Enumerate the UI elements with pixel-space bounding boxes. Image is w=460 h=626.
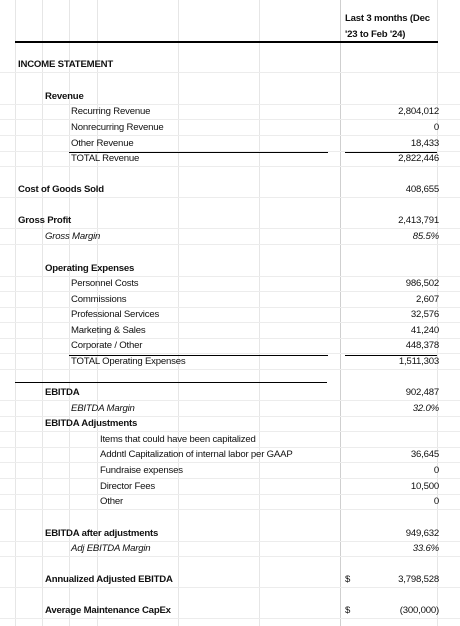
row-value: 2,607: [415, 294, 439, 305]
statement-row: [0, 323, 460, 339]
row-value: 448,378: [405, 340, 439, 351]
statement-row: [0, 432, 460, 448]
statement-row: [0, 541, 460, 557]
header-rule: [15, 41, 438, 43]
statement-row: [0, 276, 460, 292]
row-label: Director Fees: [100, 481, 155, 492]
row-value: 2,822,446: [398, 153, 439, 164]
statement-row: [0, 447, 460, 463]
statement-row: [0, 401, 460, 417]
row-label: Items that could have been capitalized: [100, 434, 256, 445]
row-value: 10,500: [410, 481, 439, 492]
row-value: 36,645: [410, 449, 439, 460]
row-value: 85.5%: [412, 231, 439, 242]
statement-row: [0, 416, 460, 432]
row-value: 3,798,528: [398, 574, 439, 585]
period-header-line2: '23 to Feb '24): [345, 29, 406, 40]
row-value: 0: [433, 465, 439, 476]
statement-row: [0, 136, 460, 152]
row-value: 2,804,012: [398, 106, 439, 117]
row-value: 41,240: [410, 325, 439, 336]
row-value: 902,487: [405, 387, 439, 398]
period-header-line1: Last 3 months (Dec: [345, 13, 430, 24]
row-value: 949,632: [405, 528, 439, 539]
row-label: Gross Profit: [18, 215, 72, 226]
row-value: 0: [433, 122, 439, 133]
row-label: TOTAL Operating Expenses: [71, 356, 186, 367]
row-label: Fundraise expenses: [100, 465, 183, 476]
row-label: Professional Services: [71, 309, 160, 320]
row-label: Other Revenue: [71, 138, 134, 149]
statement-row: [0, 182, 460, 198]
row-value: 1,511,303: [398, 356, 439, 367]
row-value: 0: [433, 496, 439, 507]
statement-row: [0, 385, 460, 401]
row-label: Operating Expenses: [45, 263, 135, 274]
row-label: Nonrecurring Revenue: [71, 122, 164, 133]
row-label: INCOME STATEMENT: [18, 59, 114, 70]
row-label: Corporate / Other: [71, 340, 143, 351]
statement-row: [0, 120, 460, 136]
statement-row: [0, 603, 460, 619]
statement-row: [0, 213, 460, 229]
row-label: Addntl Capitalization of internal labor per GAAP: [100, 449, 293, 460]
row-label: Adj EBITDA Margin: [71, 543, 151, 554]
row-value: 2,413,791: [398, 215, 439, 226]
row-label: EBITDA: [45, 387, 80, 398]
row-label: EBITDA Adjustments: [45, 418, 138, 429]
statement-row: [0, 292, 460, 308]
statement-row: [0, 57, 460, 73]
row-value: 32,576: [410, 309, 439, 320]
statement-row: [0, 354, 460, 370]
row-label: Gross Margin: [45, 231, 101, 242]
currency-symbol: $: [345, 574, 351, 585]
statement-row: [0, 307, 460, 323]
row-label: Personnel Costs: [71, 278, 139, 289]
row-label: Recurring Revenue: [71, 106, 151, 117]
statement-row: [0, 463, 460, 479]
row-label: EBITDA after adjustments: [45, 528, 159, 539]
currency-symbol: $: [345, 605, 351, 616]
statement-row: [0, 151, 460, 167]
statement-row: [0, 526, 460, 542]
statement-row: [0, 89, 460, 105]
statement-row: [0, 338, 460, 354]
row-label: Marketing & Sales: [71, 325, 146, 336]
row-value: 408,655: [405, 184, 439, 195]
row-label: Cost of Goods Sold: [18, 184, 104, 195]
statement-row: [0, 261, 460, 277]
statement-row: [0, 572, 460, 588]
statement-row: [0, 479, 460, 495]
row-label: Commissions: [71, 294, 127, 305]
period-column-header: [345, 11, 455, 43]
row-value: (300,000): [399, 605, 439, 616]
row-label: Annualized Adjusted EBITDA: [45, 574, 173, 585]
statement-row: [0, 104, 460, 120]
row-label: Average Maintenance CapEx: [45, 605, 171, 616]
row-value: 986,502: [405, 278, 439, 289]
statement-row: [0, 229, 460, 245]
statement-row: [0, 494, 460, 510]
row-label: Other: [100, 496, 123, 507]
row-value: 32.0%: [412, 403, 439, 414]
row-label: EBITDA Margin: [71, 403, 135, 414]
row-value: 18,433: [410, 138, 439, 149]
row-label: TOTAL Revenue: [71, 153, 140, 164]
ebitda-section-rule: [15, 382, 327, 383]
row-label: Revenue: [45, 91, 84, 102]
row-value: 33.6%: [412, 543, 439, 554]
